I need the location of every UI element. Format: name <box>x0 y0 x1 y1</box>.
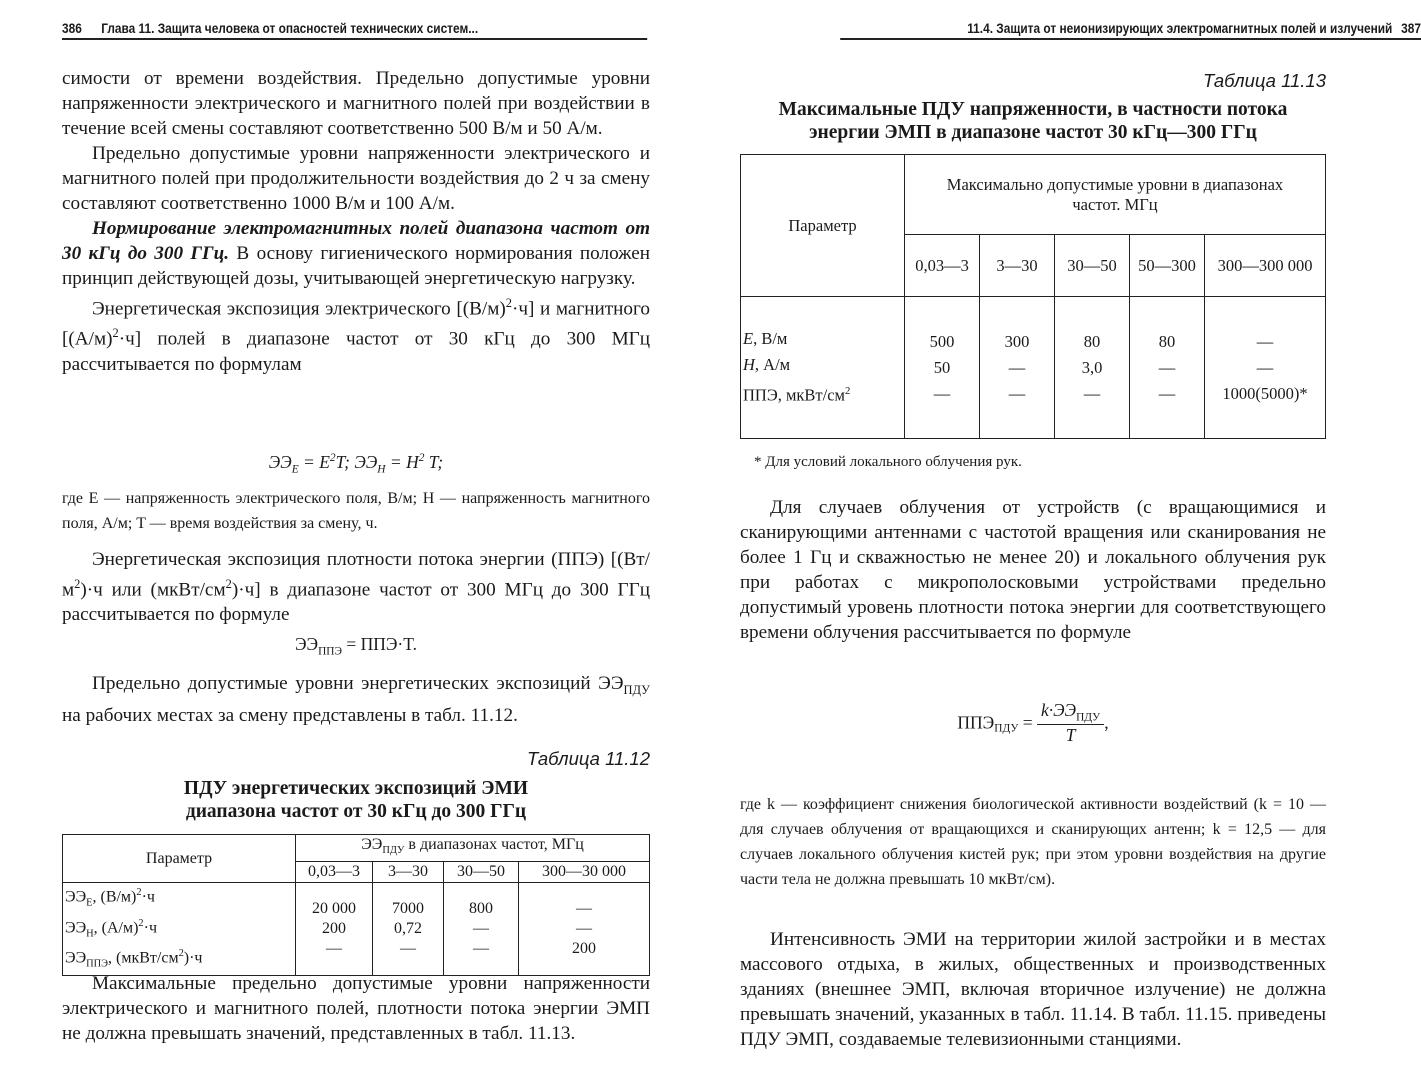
superscript: 2 <box>418 452 425 465</box>
subscript: ППЭ <box>318 645 342 658</box>
text: Энергетическая экспозиция электрического [(В/м) <box>92 298 506 320</box>
formula-fraction <box>1037 700 1104 746</box>
formula-text: T; ЭЭ <box>335 452 378 472</box>
value: — <box>326 939 342 957</box>
header-text: ЭЭ <box>361 836 383 853</box>
value: 200 <box>322 919 346 937</box>
value: — <box>1083 383 1101 403</box>
text: ·ч] и магнитного [(А/м) <box>62 298 650 350</box>
table-title-line: диапазона частот от 30 кГц до 300 ГГц <box>185 801 527 822</box>
param-cell <box>741 297 905 439</box>
value-cell <box>519 883 650 976</box>
value: — <box>400 939 416 957</box>
text: Энергетическая экспозиция плотности потока энергии (ППЭ) [(Вт/м <box>62 549 650 601</box>
param-text: , А/м <box>754 355 791 375</box>
header-text: в диапазонах частот, МГц <box>404 836 584 853</box>
range-header: 30—50 <box>444 862 519 883</box>
group-header: Максимально допустимые уровни в диапазонах частот. МГц <box>905 155 1326 235</box>
value: — <box>1256 357 1274 377</box>
text: Предельно допустимые уровни энергетических экспозиций ЭЭ <box>92 673 624 694</box>
paragraph: Максимальные предельно допустимые уровни напряженности электрического и магнитного полей, плотности потока энергии ЭМП не должна превышать значений, представленных в табл. 11.13. <box>62 973 650 1044</box>
superscript: 2 <box>112 326 119 341</box>
formula-text: T; <box>424 452 444 472</box>
range-header: 300—30 000 <box>519 862 650 883</box>
fraction-numerator <box>1037 700 1104 725</box>
page-number: 387 <box>1401 21 1421 36</box>
range-header: 30—50 <box>1055 235 1130 297</box>
range-header: 300—300 000 <box>1205 235 1326 297</box>
table-number: Таблица 11.13 <box>1202 70 1326 91</box>
value: — <box>1158 383 1176 403</box>
left-text-upper <box>62 66 650 377</box>
value-cell <box>1205 297 1326 439</box>
superscript: 2 <box>225 577 232 591</box>
paragraph <box>62 216 650 291</box>
formula-text: = <box>1018 712 1038 733</box>
subscript: H <box>377 463 386 476</box>
value: — <box>1008 357 1026 377</box>
table-11-13 <box>740 154 1326 439</box>
value-cell <box>444 883 519 976</box>
superscript: 2 <box>74 577 81 591</box>
left-text-bottom <box>62 971 650 1046</box>
subscript: ППЭ <box>86 958 108 970</box>
formula-text: ППЭ <box>957 712 995 733</box>
paragraph: Для случаев облучения от устройств (с вращающимися и сканирующими антеннами с частотой вращения или сканирования не более 1 Гц и скважностью не менее 20) и локального облучения рук при работах с микрополосковыми устройствами предельно допустимый уровень плотности потока энергии для соответствующего времени облучения рассчитывается по формуле <box>740 497 1326 643</box>
formula-explanation <box>62 486 650 536</box>
right-page <box>692 0 1421 1091</box>
paragraph-text: В основу гигиенического нормирования положен принцип действующей дозы, учитывающей энергетическую нагрузку. <box>62 243 651 289</box>
value: 7000 <box>392 899 424 917</box>
text: )·ч] в диапазоне частот от 300 МГц до 300 ГГц рассчитывается по формуле <box>62 579 650 626</box>
range-header: 3—30 <box>980 235 1055 297</box>
formula-text: ЭЭ <box>294 634 319 654</box>
param-text: ЭЭ <box>65 949 87 967</box>
superscript: 2 <box>178 948 184 960</box>
param-text: , В/м <box>753 329 788 349</box>
section-title: 11.4. Защита от неионизирующих электромагнитных полей и излучений <box>967 21 1393 36</box>
paragraph <box>62 547 650 627</box>
subscript: ПДУ <box>994 722 1019 735</box>
range-header: 50—300 <box>1130 235 1205 297</box>
value-cell <box>980 297 1055 439</box>
paragraph <box>62 291 650 377</box>
table-title <box>62 777 650 823</box>
param-symbol: H <box>743 355 755 375</box>
value: — <box>1158 357 1176 377</box>
table-title-line: Максимальные ПДУ напряженности, в частности потока <box>778 99 1288 120</box>
running-head-right <box>840 14 1421 40</box>
value: — <box>1256 331 1274 351</box>
value: 3,0 <box>1081 357 1103 377</box>
range-header: 0,03—3 <box>905 235 980 297</box>
param-text: , (мкВт/см <box>108 949 179 967</box>
paragraph: где E — напряженность электрического поля, В/м; H — напряженность магнитного поля, А/м; T — время воздействия за смену, ч. <box>62 490 650 532</box>
running-head-left <box>62 14 647 40</box>
value: 200 <box>572 939 596 957</box>
value: 300 <box>1004 331 1030 351</box>
range-header: 3—30 <box>373 862 444 883</box>
formula-explanation <box>740 792 1326 892</box>
group-header <box>296 835 650 862</box>
subscript: E <box>291 463 299 476</box>
section-heading: Нормирование электромагнитных полей диапазона частот от 30 кГц до 300 ГГц. <box>62 218 650 264</box>
table-number: Таблица 11.12 <box>526 748 650 769</box>
subscript: ПДУ <box>623 682 650 697</box>
fraction-denominator: T <box>1065 724 1076 745</box>
value: 800 <box>469 899 493 917</box>
text: ·ч] полей в диапазоне частот от 30 кГц до 300 МГц рассчитывается по формулам <box>62 328 650 375</box>
paragraph <box>62 671 650 728</box>
value: — <box>933 383 951 403</box>
value: — <box>473 939 489 957</box>
superscript: 2 <box>138 917 144 929</box>
param-cell <box>63 883 296 976</box>
left-text-lower <box>62 671 650 728</box>
formula-text: = E <box>298 452 330 472</box>
formula-eeppe <box>62 634 650 658</box>
superscript: 2 <box>845 385 851 398</box>
param-header: Параметр <box>63 835 296 883</box>
value: 50 <box>933 357 951 377</box>
param-text: , (А/м) <box>93 919 139 937</box>
value-cell <box>373 883 444 976</box>
text: на рабочих местах за смену представлены в табл. 11.12. <box>62 704 518 726</box>
subscript: H <box>86 928 94 940</box>
param-text: )·ч <box>183 949 203 967</box>
value: 500 <box>929 331 955 351</box>
param-text: ·ч <box>143 919 157 937</box>
value-cell <box>296 883 373 976</box>
param-symbol: E <box>743 329 754 349</box>
table-title-line: ПДУ энергетических экспозиций ЭМИ <box>183 778 529 799</box>
value: 1000(5000)* <box>1222 383 1308 403</box>
right-text-upper <box>740 495 1326 645</box>
superscript: 2 <box>329 452 336 465</box>
value-cell <box>1130 297 1205 439</box>
subscript: E <box>86 897 93 909</box>
value-cell <box>1055 297 1130 439</box>
chapter-title: Глава 11. Защита человека от опасностей технических систем... <box>101 21 479 36</box>
page-number: 386 <box>62 21 82 36</box>
param-text: ППЭ, мкВт/см <box>743 385 845 405</box>
superscript: 2 <box>505 296 513 310</box>
paragraph: где k — коэффициент снижения биологической активности воздействий (k = 10 — для случаев облучения от вращающихся и сканирующих антенн; k = 12,5 — для случаев локального облучения кистей рук; при этом уровни воздействия на другие части тела не должна превышать 10 мкВт/см). <box>740 796 1326 888</box>
value: — <box>576 899 592 917</box>
value-cell <box>905 297 980 439</box>
param-header: Параметр <box>741 155 905 297</box>
value: 80 <box>1158 331 1176 351</box>
value: — <box>1008 383 1026 403</box>
paragraph: симости от времени воздействия. Предельно допустимые уровни напряженности электрического и магнитного полей при воздействии в течение всей смены составляют соответственно 500 В/м и 50 А/м. <box>62 68 650 139</box>
paragraph: Интенсивность ЭМИ на территории жилой застройки и в местах массового отдыха, в жилых, общественных и производственных зданиях (внешнее ЭМП, включая вторичное излучение) не должна превышать значений, указанных в табл. 11.14. В табл. 11.15. приведены ПДУ ЭМП, создаваемые телевизионными станциями. <box>740 929 1326 1050</box>
formula-ee <box>62 452 650 476</box>
table-footnote: * Для условий локального облучения рук. <box>754 454 1022 470</box>
value: 0,72 <box>394 919 422 937</box>
param-text: ЭЭ <box>65 888 87 906</box>
superscript: 2 <box>136 887 142 899</box>
value: 80 <box>1083 331 1101 351</box>
formula-text: , <box>1104 712 1109 733</box>
value: 20 000 <box>312 899 356 917</box>
param-text: ЭЭ <box>65 919 87 937</box>
formula-text: ЭЭ <box>268 452 292 472</box>
param-text: , (В/м) <box>92 888 137 906</box>
param-text: ·ч <box>141 888 155 906</box>
table-title <box>740 98 1326 144</box>
table-11-12 <box>62 834 650 976</box>
subscript: ПДУ <box>382 845 405 857</box>
right-text-lower <box>740 927 1326 1052</box>
value: — <box>576 919 592 937</box>
subscript: ПДУ <box>1076 711 1101 724</box>
left-page <box>0 0 692 1091</box>
formula-ppe-pdu <box>740 700 1326 746</box>
table-title-line: энергии ЭМП в диапазоне частот 30 кГц—300 ГГц <box>809 122 1257 143</box>
formula-text: = H <box>385 452 419 472</box>
formula-text: = ППЭ·T. <box>341 634 418 654</box>
left-text-mid <box>62 547 650 627</box>
value: — <box>473 919 489 937</box>
range-header: 0,03—3 <box>296 862 373 883</box>
paragraph: Предельно допустимые уровни напряженности электрического и магнитного полей при продолжительности воздействия до 2 ч за смену составляют соответственно 1000 В/м и 100 А/м. <box>62 143 650 214</box>
formula-text: k·ЭЭ <box>1041 700 1077 720</box>
text: )·ч или (мкВт/см <box>80 579 226 601</box>
